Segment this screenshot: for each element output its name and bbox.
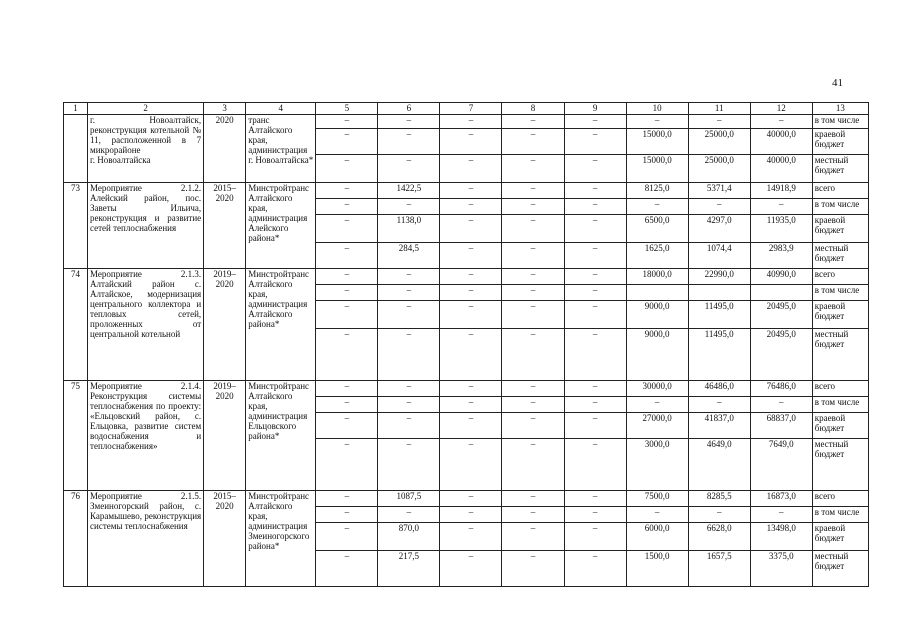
value-cell: – [502,199,564,215]
value-cell: – [626,397,688,413]
value-cell: – [440,215,502,243]
value-cell: 16873,0 [750,491,812,507]
value-cell: 1074,4 [688,243,750,269]
value-cell: 3000,0 [626,439,688,491]
column-header: 1 [64,103,88,115]
value-cell: 1138,0 [378,215,440,243]
value-cell: 9000,0 [626,329,688,381]
value-cell: – [440,551,502,587]
value-cell [750,285,812,301]
value-cell: 870,0 [378,523,440,551]
value-cell: – [564,129,626,155]
value-cell: – [502,439,564,491]
value-cell: 15000,0 [626,155,688,183]
measure-name: г. Новоалтайск, реконструкция котельной № 11, расположенной в 7 микрорайоне г. Новоалтайска [88,115,204,183]
value-cell: 6500,0 [626,215,688,243]
value-cell: – [750,199,812,215]
value-cell: 4297,0 [688,215,750,243]
value-cell: – [316,301,378,329]
funding-type-cell: местный бюджет [812,329,868,381]
funding-type-cell: в том числе [812,115,868,129]
column-header: 12 [750,103,812,115]
value-cell: 40990,0 [750,269,812,285]
value-cell: 8285,5 [688,491,750,507]
value-cell: – [502,413,564,439]
value-cell: 15000,0 [626,129,688,155]
value-cell: – [750,507,812,523]
value-cell: – [502,523,564,551]
value-cell: 13498,0 [750,523,812,551]
column-header: 13 [812,103,868,115]
row-number: 75 [64,381,88,491]
value-cell: 40000,0 [750,155,812,183]
value-cell: – [688,199,750,215]
value-cell: 20495,0 [750,301,812,329]
value-cell: – [378,155,440,183]
table-row [64,183,869,199]
value-cell: – [378,301,440,329]
value-cell: – [502,155,564,183]
measure-period: 2015– 2020 [204,183,246,269]
value-cell: – [502,507,564,523]
value-cell: – [440,523,502,551]
value-cell: 4649,0 [688,439,750,491]
value-cell: – [626,115,688,129]
value-cell: – [316,381,378,397]
value-cell: – [440,269,502,285]
value-cell: – [440,397,502,413]
value-cell: 41837,0 [688,413,750,439]
value-cell: – [564,491,626,507]
table-row [64,115,869,129]
value-cell: – [502,301,564,329]
value-cell: – [378,129,440,155]
column-header: 8 [502,103,564,115]
value-cell: 1422,5 [378,183,440,199]
value-cell: – [440,507,502,523]
value-cell: – [626,507,688,523]
value-cell: 8125,0 [626,183,688,199]
value-cell: – [564,551,626,587]
funding-type-cell: в том числе [812,285,868,301]
value-cell: – [316,413,378,439]
value-cell: 68837,0 [750,413,812,439]
value-cell: 22990,0 [688,269,750,285]
value-cell: 11495,0 [688,301,750,329]
value-cell: – [316,269,378,285]
value-cell: – [378,381,440,397]
funding-type-cell: краевой бюджет [812,523,868,551]
value-cell: – [626,199,688,215]
value-cell: – [440,155,502,183]
measure-executor: Минстройтранс Алтайского края, администрация Змеиногорского района* [246,491,316,587]
measure-name: Мероприятие 2.1.5. Змеиногорский район, с. Карамышево, реконструкция системы теплоснабжения [88,491,204,587]
value-cell: 11935,0 [750,215,812,243]
value-cell: – [316,183,378,199]
row-number [64,115,88,183]
value-cell: – [688,507,750,523]
value-cell: – [378,507,440,523]
table-body [64,115,869,587]
value-cell: 217,5 [378,551,440,587]
funding-type-cell: краевой бюджет [812,301,868,329]
value-cell: 284,5 [378,243,440,269]
value-cell: – [316,523,378,551]
measure-name: Мероприятие 2.1.4. Реконструкция системы теплоснабжения по проекту: «Ельцовский район, с. Ельцовка, развитие систем водоснабжения и теплоснабжения» [88,381,204,491]
value-cell: 1625,0 [626,243,688,269]
column-header: 2 [88,103,204,115]
value-cell: – [502,243,564,269]
value-cell: – [502,129,564,155]
column-header: 6 [378,103,440,115]
value-cell: 1087,5 [378,491,440,507]
value-cell: 25000,0 [688,129,750,155]
value-cell: – [564,381,626,397]
value-cell: – [440,439,502,491]
value-cell: – [440,243,502,269]
value-cell: 6000,0 [626,523,688,551]
value-cell: – [502,551,564,587]
value-cell: – [440,491,502,507]
value-cell: – [378,413,440,439]
value-cell [688,285,750,301]
value-cell: – [378,439,440,491]
value-cell: – [502,381,564,397]
value-cell: – [750,115,812,129]
value-cell: 2983,9 [750,243,812,269]
value-cell: – [378,285,440,301]
value-cell [626,285,688,301]
value-cell: – [440,129,502,155]
value-cell: – [564,215,626,243]
value-cell: – [502,215,564,243]
value-cell: – [440,199,502,215]
value-cell: – [378,329,440,381]
funding-type-cell: всего [812,269,868,285]
value-cell: – [440,381,502,397]
header-row [64,103,869,115]
column-header: 10 [626,103,688,115]
measure-period: 2015– 2020 [204,491,246,587]
value-cell: – [316,199,378,215]
budget-table [63,102,869,587]
funding-type-cell: краевой бюджет [812,129,868,155]
value-cell: – [316,115,378,129]
value-cell: – [502,183,564,199]
value-cell: – [440,183,502,199]
measure-executor: Минстройтранс Алтайского края, администрация Алтайского района* [246,269,316,381]
column-header: 4 [246,103,316,115]
value-cell: – [316,129,378,155]
value-cell: – [440,301,502,329]
value-cell: – [564,413,626,439]
value-cell: – [316,285,378,301]
value-cell: 46486,0 [688,381,750,397]
value-cell: – [564,269,626,285]
value-cell: – [564,301,626,329]
value-cell: – [316,329,378,381]
value-cell: 1657,5 [688,551,750,587]
value-cell: – [564,507,626,523]
funding-type-cell: краевой бюджет [812,413,868,439]
value-cell: – [564,397,626,413]
table-row [64,269,869,285]
value-cell: 40000,0 [750,129,812,155]
page-number: 41 [832,77,843,89]
value-cell: – [378,397,440,413]
measure-executor: Минстройтранс Алтайского края, администрация Ельцовского района* [246,381,316,491]
funding-type-cell: краевой бюджет [812,215,868,243]
measure-name: Мероприятие 2.1.3. Алтайский район с. Алтайское, модернизация центрального коллектора и тепловых сетей, проложенных от центральной котельной [88,269,204,381]
value-cell: – [564,155,626,183]
value-cell: 14918,9 [750,183,812,199]
column-header: 3 [204,103,246,115]
value-cell: – [316,551,378,587]
table-row [64,381,869,397]
value-cell: – [378,269,440,285]
measure-period: 2019– 2020 [204,269,246,381]
value-cell: 25000,0 [688,155,750,183]
funding-type-cell: местный бюджет [812,551,868,587]
value-cell: 3375,0 [750,551,812,587]
value-cell: – [316,491,378,507]
value-cell: 5371,4 [688,183,750,199]
value-cell: 1500,0 [626,551,688,587]
funding-type-cell: в том числе [812,199,868,215]
value-cell: – [564,183,626,199]
value-cell: – [502,329,564,381]
value-cell: – [502,115,564,129]
row-number: 73 [64,183,88,269]
measure-period: 2020 [204,115,246,183]
funding-type-cell: местный бюджет [812,243,868,269]
value-cell: – [440,115,502,129]
table-row [64,491,869,507]
value-cell: 30000,0 [626,381,688,397]
funding-type-cell: всего [812,491,868,507]
row-number: 74 [64,269,88,381]
value-cell: – [440,413,502,439]
value-cell: – [564,329,626,381]
value-cell: – [502,491,564,507]
value-cell: 27000,0 [626,413,688,439]
column-header: 7 [440,103,502,115]
value-cell: 7649,0 [750,439,812,491]
value-cell: – [564,115,626,129]
row-number: 76 [64,491,88,587]
value-cell: – [564,243,626,269]
value-cell: – [750,397,812,413]
value-cell: – [316,439,378,491]
value-cell: – [502,269,564,285]
value-cell: – [440,285,502,301]
column-header: 5 [316,103,378,115]
value-cell: – [316,155,378,183]
value-cell: – [564,523,626,551]
funding-type-cell: всего [812,183,868,199]
funding-type-cell: в том числе [812,397,868,413]
value-cell: 7500,0 [626,491,688,507]
value-cell: – [502,285,564,301]
value-cell: 9000,0 [626,301,688,329]
funding-type-cell: в том числе [812,507,868,523]
value-cell: – [688,397,750,413]
funding-type-cell: местный бюджет [812,155,868,183]
value-cell: – [564,439,626,491]
value-cell: – [564,285,626,301]
value-cell: – [378,199,440,215]
value-cell: 20495,0 [750,329,812,381]
value-cell: – [378,115,440,129]
funding-type-cell: местный бюджет [812,439,868,491]
value-cell: – [564,199,626,215]
value-cell: 6628,0 [688,523,750,551]
value-cell: – [440,329,502,381]
value-cell: – [316,243,378,269]
value-cell: – [688,115,750,129]
funding-type-cell: всего [812,381,868,397]
value-cell: 11495,0 [688,329,750,381]
value-cell: – [316,507,378,523]
measure-name: Мероприятие 2.1.2. Алейский район, пос. Заветы Ильича, реконструкция и развитие сетей теплоснабжения [88,183,204,269]
value-cell: 76486,0 [750,381,812,397]
value-cell: – [316,215,378,243]
measure-executor: Минстройтранс Алтайского края, администрация Алейского района* [246,183,316,269]
value-cell: 18000,0 [626,269,688,285]
value-cell: – [502,397,564,413]
measure-executor: транс Алтайского края, администрация г. Новоалтайска* [246,115,316,183]
measure-period: 2019– 2020 [204,381,246,491]
value-cell: – [316,397,378,413]
column-header: 11 [688,103,750,115]
column-header: 9 [564,103,626,115]
